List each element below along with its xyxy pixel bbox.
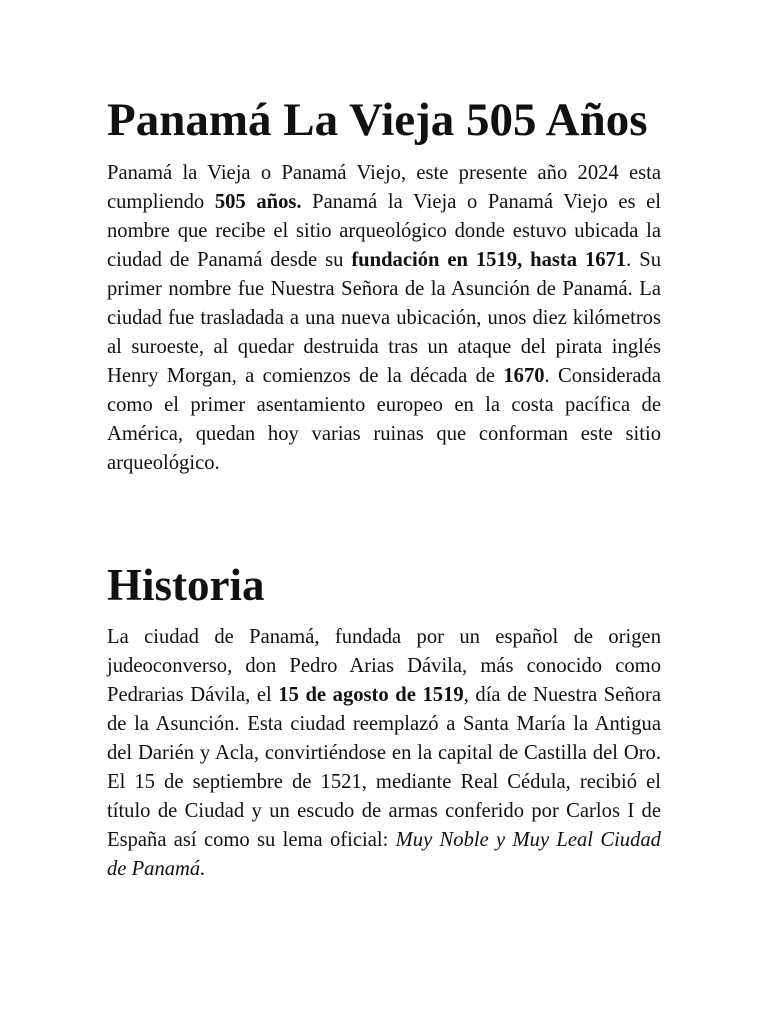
intro-bold-505: 505 años. xyxy=(214,191,302,213)
intro-text-1: Panamá la Vieja o Panamá Viejo, este presente año 2024 esta cumpliendo xyxy=(107,162,661,213)
historia-bold-date: 15 de agosto de 1519 xyxy=(278,684,464,706)
historia-motto: Muy Noble y Muy Leal Ciudad de Panamá. xyxy=(107,829,661,880)
intro-text-3: . Su primer nombre fue Nuestra Señora de la Asunción de Panamá. La ciudad fue trasladada a una nueva ubicación, unos diez kilómetros al suroeste, al quedar destruida tras un ataque del pirata inglés Henry Morgan, a comienzos de la década de xyxy=(107,249,661,387)
historia-paragraph xyxy=(107,623,661,884)
intro-text-2: Panamá la Vieja o Panamá Viejo es el nombre que recibe el sitio arqueológico donde estuvo ubicada la ciudad de Panamá desde su xyxy=(107,191,661,271)
intro-bold-1670: 1670 xyxy=(503,365,545,387)
intro-paragraph xyxy=(107,159,661,478)
page-title: Panamá La Vieja 505 Años xyxy=(107,94,648,146)
historia-text-1: La ciudad de Panamá, fundada por un español de origen judeoconverso, don Pedro Arias Dávila, más conocido como Pedrarias Dávila, el xyxy=(107,626,661,706)
section-heading-historia: Historia xyxy=(107,560,265,610)
historia-text-2: , día de Nuestra Señora de la Asunción. Esta ciudad reemplazó a Santa María la Antigua del Darién y Acla, convirtiéndose en la capital de Castilla del Oro. El 15 de septiembre de 1521, mediante Real Cédula, recibió el título de Ciudad y un escudo de armas conferido por Carlos I de España así como su lema oficial: xyxy=(107,684,661,851)
intro-text-4: . Considerada como el primer asentamiento europeo en la costa pacífica de América, quedan hoy varias ruinas que conforman este sitio arqueológico. xyxy=(107,365,661,474)
intro-bold-fundacion: fundación en 1519, hasta 1671 xyxy=(351,249,627,271)
